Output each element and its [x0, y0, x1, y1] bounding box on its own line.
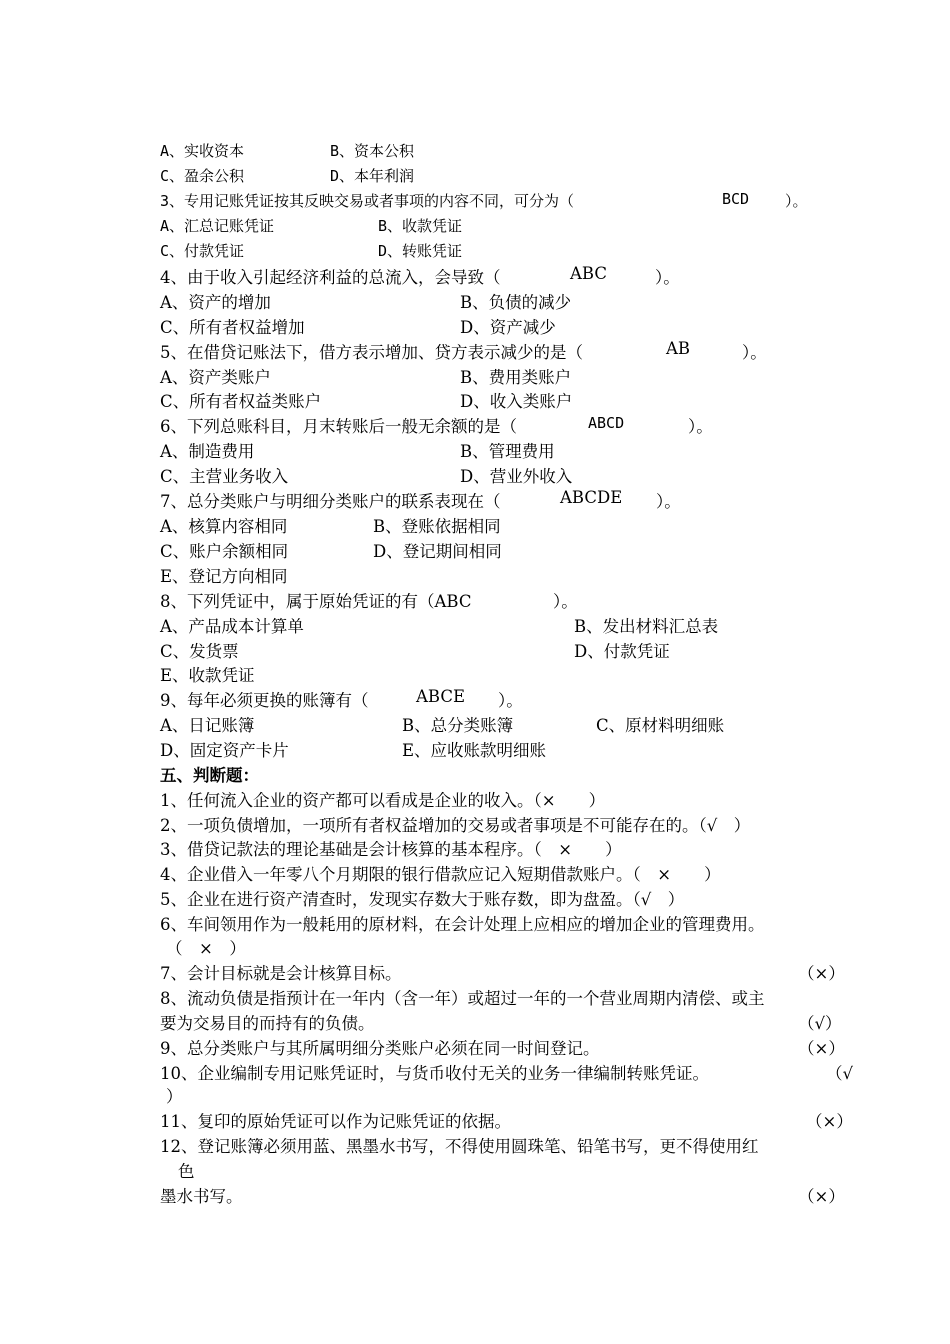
judge-item-7: 7、会计目标就是会计核算目标。: [160, 964, 402, 983]
judge-item-8-continued: 要为交易目的而持有的负债。: [160, 1014, 375, 1033]
q8-option-d: D、付款凭证: [574, 642, 670, 661]
q3-option-a: A、汇总记账凭证: [160, 217, 275, 235]
q3-answer: BCD: [722, 190, 750, 208]
judge-item-2: 2、一项负债增加，一项所有者权益增加的交易或者事项是不可能存在的。（√ ）: [160, 816, 751, 835]
judge-item-8-mark: （√）: [798, 1014, 842, 1033]
q6-answer: ABCD: [588, 414, 625, 432]
judge-item-10: 10、企业编制专用记账凭证时，与货币收付无关的业务一律编制转账凭证。: [160, 1064, 709, 1083]
judge-item-12: 12、登记账簿必须用蓝、黑墨水书写，不得使用圆珠笔、铅笔书写，更不得使用红: [160, 1137, 759, 1156]
q5-option-a: A、资产类账户: [160, 368, 271, 387]
q7-option-a: A、核算内容相同: [160, 517, 288, 536]
q8-option-e: E、收款凭证: [160, 666, 255, 685]
section-heading: 五、判断题：: [160, 766, 259, 785]
q2-option-a: A、实收资本: [160, 142, 245, 160]
q5-end: ）。: [742, 343, 767, 362]
q9-stem: 9、每年必须更换的账簿有（: [160, 691, 369, 710]
q9-option-a: A、日记账簿: [160, 716, 255, 735]
q4-option-b: B、负债的减少: [460, 293, 572, 312]
q3-stem: 3、专用记账凭证按其反映交易或者事项的内容不同，可分为（: [160, 192, 575, 210]
q8-stem: 8、下列凭证中，属于原始凭证的有（ABC: [160, 592, 472, 611]
judge-item-1: 1、任何流入企业的资产都可以看成是企业的收入。（× ）: [160, 791, 606, 810]
q3-end: ）。: [785, 192, 808, 210]
q8-end: ）。: [553, 592, 578, 611]
q4-end: ）。: [655, 268, 680, 287]
q6-option-d: D、营业外收入: [460, 467, 573, 486]
q7-option-c: C、账户余额相同: [160, 542, 289, 561]
q4-answer: ABC: [570, 264, 607, 283]
q2-option-b: B、资本公积: [330, 142, 415, 160]
judge-item-12-mark: （×）: [798, 1187, 845, 1206]
q5-option-c: C、所有者权益类账户: [160, 392, 322, 411]
q2-option-d: D、本年利润: [330, 167, 415, 185]
q9-answer: ABCE: [416, 687, 466, 706]
q7-option-b: B、登账依据相同: [373, 517, 501, 536]
q5-stem: 5、在借贷记账法下，借方表示增加、贷方表示减少的是（: [160, 343, 583, 362]
judge-item-10-continued: ）: [166, 1087, 183, 1106]
q5-option-b: B、费用类账户: [460, 368, 572, 387]
judge-item-7-mark: （×）: [798, 964, 845, 983]
q8-option-c: C、发货票: [160, 642, 239, 661]
q6-end: ）。: [688, 417, 713, 436]
q9-option-c: C、原材料明细账: [596, 716, 725, 735]
q7-end: ）。: [656, 492, 681, 511]
q4-stem: 4、由于收入引起经济利益的总流入，会导致（: [160, 268, 501, 287]
q6-option-c: C、主营业务收入: [160, 467, 289, 486]
q4-option-a: A、资产的增加: [160, 293, 271, 312]
judge-item-11: 11、复印的原始凭证可以作为记账凭证的依据。: [160, 1112, 511, 1131]
judge-item-10-mark: （√: [826, 1064, 854, 1083]
judge-item-5: 5、企业在进行资产清查时，发现实存数大于账存数，即为盘盈。（√ ）: [160, 890, 685, 909]
judge-item-6-continued: （ × ）: [166, 939, 246, 958]
judge-item-3: 3、借贷记款法的理论基础是会计核算的基本程序。（ × ）: [160, 840, 622, 859]
q8-option-b: B、发出材料汇总表: [574, 617, 719, 636]
q4-option-d: D、资产减少: [460, 318, 556, 337]
judge-item-4: 4、企业借入一年零八个月期限的银行借款应记入短期借款账户。（ × ）: [160, 865, 721, 884]
q6-stem: 6、下列总账科目，月末转账后一般无余额的是（: [160, 417, 517, 436]
q7-option-d: D、登记期间相同: [373, 542, 502, 561]
judge-item-9-mark: （×）: [798, 1039, 845, 1058]
q8-option-a: A、产品成本计算单: [160, 617, 304, 636]
q2-option-c: C、盈余公积: [160, 167, 245, 185]
q9-option-d: D、固定资产卡片: [160, 741, 289, 760]
q6-option-b: B、管理费用: [460, 442, 555, 461]
q9-option-b: B、总分类账簿: [402, 716, 514, 735]
judge-item-8: 8、流动负债是指预计在一年内（含一年）或超过一年的一个营业周期内清偿、或主: [160, 989, 765, 1008]
q7-answer: ABCDE: [560, 488, 623, 507]
judge-item-12-continued-2: 墨水书写。: [160, 1187, 243, 1206]
q3-option-c: C、付款凭证: [160, 242, 245, 260]
judge-item-6: 6、车间领用作为一般耗用的原材料，在会计处理上应相应的增加企业的管理费用。: [160, 915, 765, 934]
q7-stem: 7、总分类账户与明细分类账户的联系表现在（: [160, 492, 501, 511]
q7-option-e: E、登记方向相同: [160, 567, 288, 586]
judge-item-11-mark: （×）: [806, 1112, 853, 1131]
q9-option-e: E、应收账款明细账: [402, 741, 547, 760]
q4-option-c: C、所有者权益增加: [160, 318, 305, 337]
q3-option-d: D、转账凭证: [378, 242, 463, 260]
q6-option-a: A、制造费用: [160, 442, 255, 461]
q5-answer: AB: [666, 339, 691, 358]
q3-option-b: B、收款凭证: [378, 217, 463, 235]
judge-item-12-continued: 色: [178, 1162, 195, 1181]
judge-item-9: 9、总分类账户与其所属明细分类账户必须在同一时间登记。: [160, 1039, 600, 1058]
q5-option-d: D、收入类账户: [460, 392, 573, 411]
q9-end: ）。: [498, 691, 523, 710]
